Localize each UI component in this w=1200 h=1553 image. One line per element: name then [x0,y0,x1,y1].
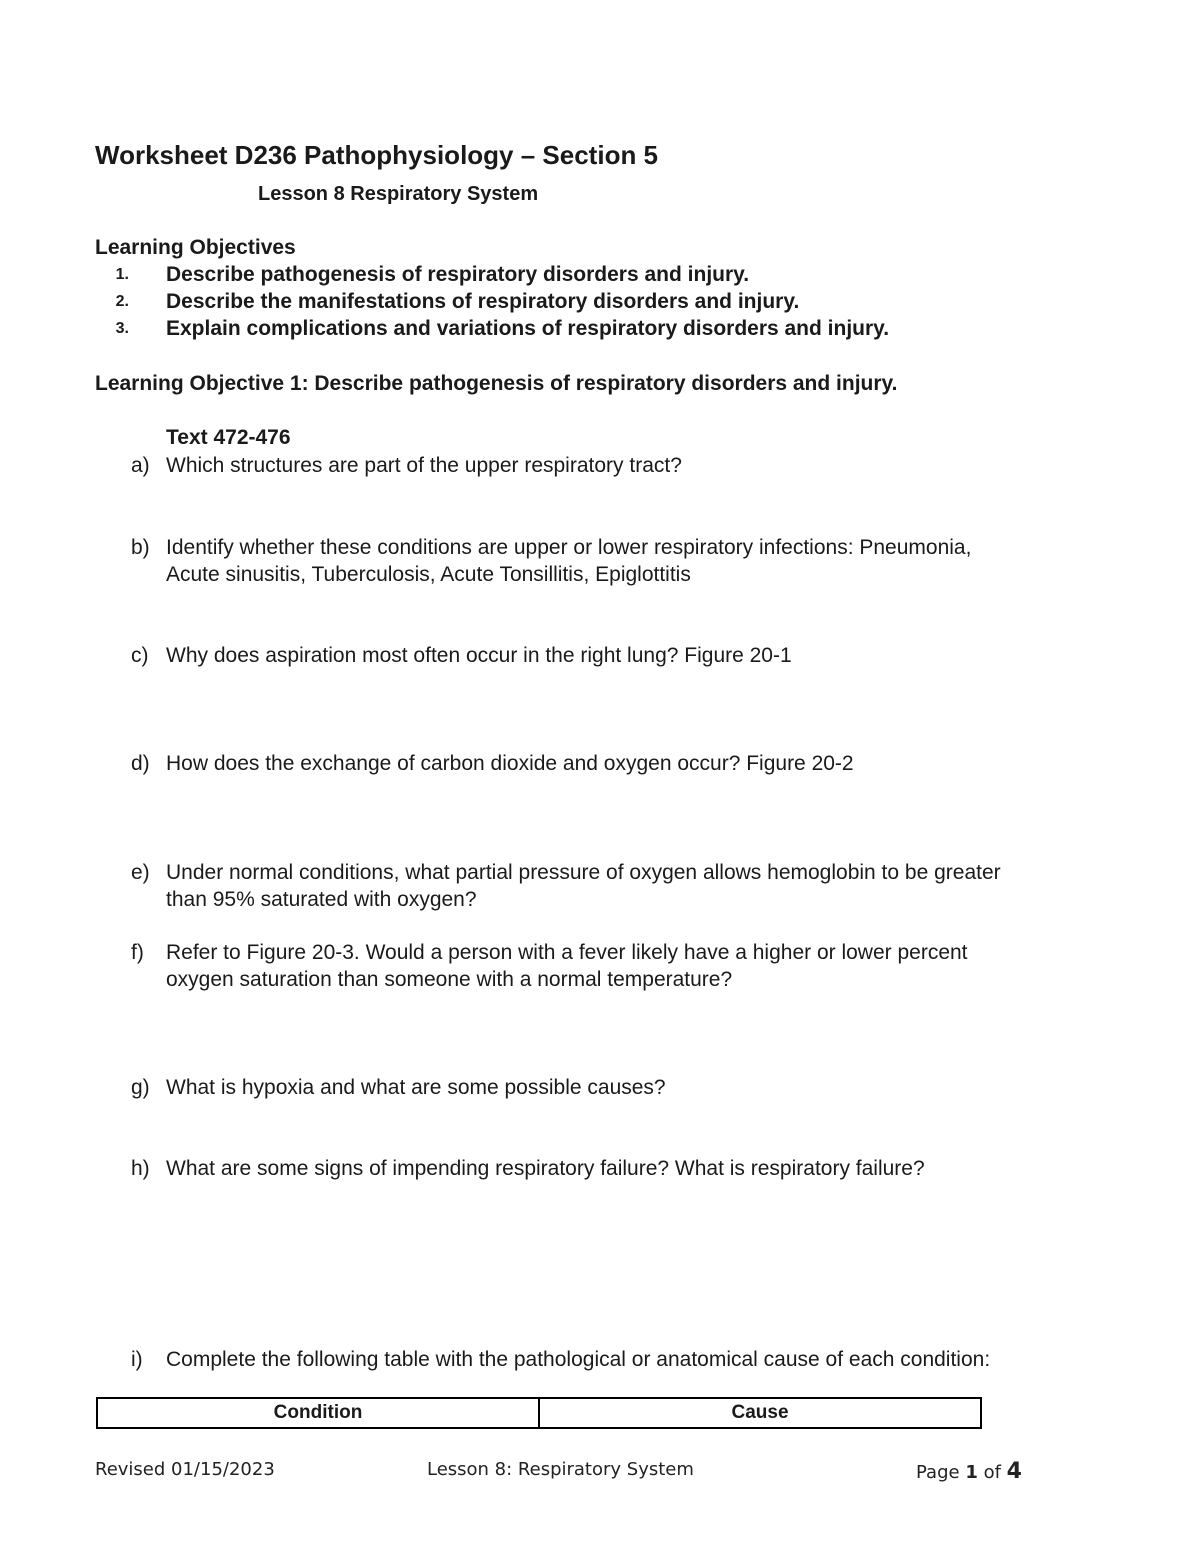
page-prefix: Page [916,1462,960,1483]
objective-number: 3. [115,320,129,337]
question-text: Acute sinusitis, Tuberculosis, Acute Tonsillitis, Epiglottitis [166,563,691,586]
table-header-row [97,1398,981,1428]
text-reference: Text 472-476 [166,426,291,449]
question-text: Refer to Figure 20-3. Would a person with a fever likely have a higher or lower percent [166,941,968,964]
question-letter: b) [131,536,150,559]
condition-cause-table [96,1397,982,1429]
question-text: oxygen saturation than someone with a normal temperature? [166,968,733,991]
question-letter: d) [131,752,150,775]
objectives-heading: Learning Objectives [95,236,296,259]
objective-text: Describe pathogenesis of respiratory disorders and injury. [166,263,750,286]
objective-number: 1. [115,266,129,283]
objective-text: Describe the manifestations of respiratory disorders and injury. [166,290,800,313]
question-letter: h) [131,1157,150,1180]
footer-page-number [916,1459,1022,1484]
page-total: 4 [1006,1459,1022,1484]
question-letter: g) [131,1076,150,1099]
objective-number: 2. [115,293,129,310]
page-of: of [983,1462,1001,1483]
question-text: Under normal conditions, what partial pressure of oxygen allows hemoglobin to be greater [166,861,1001,884]
question-text: than 95% saturated with oxygen? [166,888,477,911]
question-letter: f) [131,941,144,964]
question-letter: e) [131,861,150,884]
question-letter: a) [131,454,150,477]
question-text: What is hypoxia and what are some possible causes? [166,1076,666,1099]
footer-revised: Revised 01/15/2023 [95,1459,275,1480]
question-text: Complete the following table with the pathological or anatomical cause of each condition: [166,1348,991,1371]
column-header-condition: Condition [97,1398,539,1428]
page-title: Worksheet D236 Pathophysiology – Section 5 [95,140,659,170]
question-text: Identify whether these conditions are upper or lower respiratory infections: Pneumonia, [166,536,972,559]
page-current: 1 [965,1462,978,1483]
question-text: What are some signs of impending respiratory failure? What is respiratory failure? [166,1157,925,1180]
objective-text: Explain complications and variations of respiratory disorders and injury. [166,317,890,340]
question-text: Which structures are part of the upper respiratory tract? [166,454,682,477]
objective-1-heading: Learning Objective 1: Describe pathogenesis of respiratory disorders and injury. [95,372,898,395]
question-letter: c) [131,644,149,667]
footer-lesson: Lesson 8: Respiratory System [427,1459,694,1480]
question-letter: i) [131,1348,143,1371]
lesson-subtitle: Lesson 8 Respiratory System [258,183,539,205]
column-header-cause: Cause [539,1398,981,1428]
question-text: Why does aspiration most often occur in the right lung? Figure 20-1 [166,644,792,667]
question-text: How does the exchange of carbon dioxide and oxygen occur? Figure 20-2 [166,752,854,775]
